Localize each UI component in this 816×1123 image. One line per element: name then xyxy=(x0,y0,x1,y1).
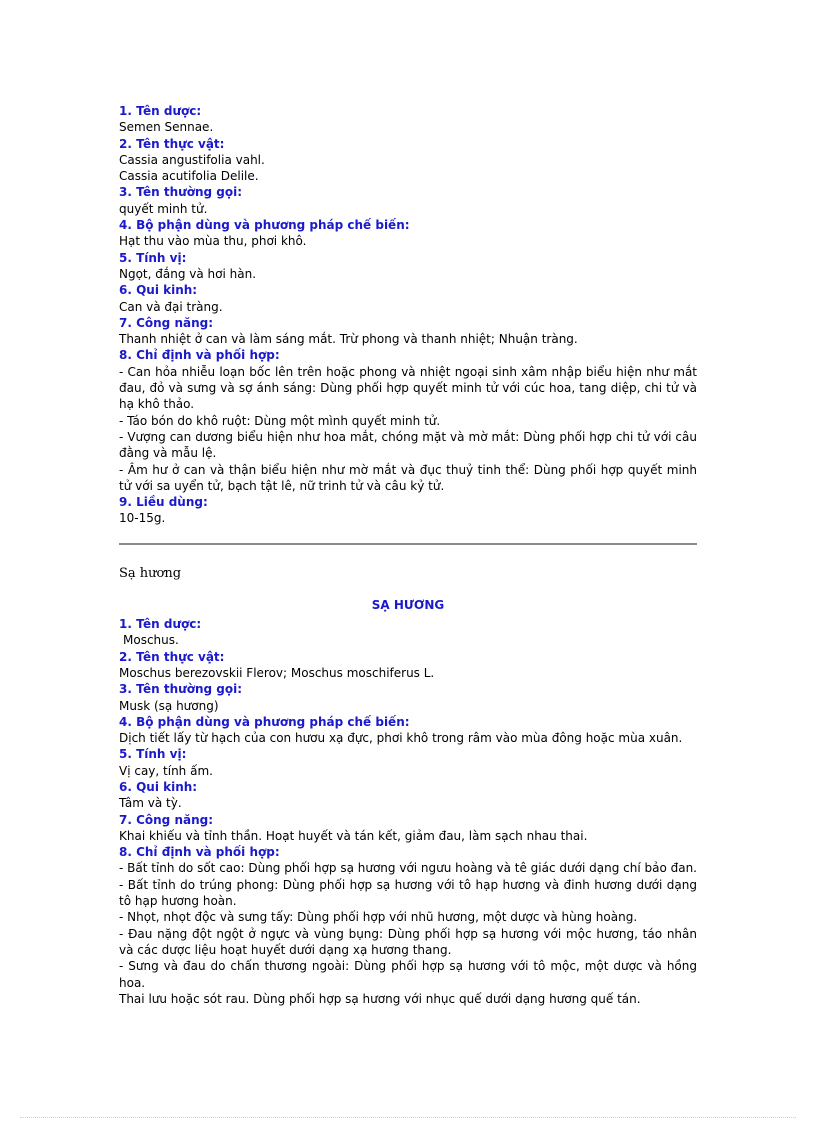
heading-cong-nang: 7. Công năng: xyxy=(119,315,214,330)
text-chi-dinh-5: - Sưng và đau do chấn thương ngoài: Dùng phối hợp sạ hương với tô mộc, một dược và hồng hoa. xyxy=(119,959,697,990)
text-qui-kinh: Can và đại tràng. xyxy=(119,299,223,314)
text-chi-dinh-1: - Can hỏa nhiễu loạn bốc lên trên hoặc phong và nhiệt ngoại sinh xâm nhập biểu hiện như mắt đau, đỏ và sưng và sợ ánh sáng: Dùng phối hợp quyết minh tử với cúc hoa, tang diệp, chi tử và hạ khô thảo. xyxy=(119,364,697,412)
heading-chi-dinh: 8. Chỉ định và phối hợp: xyxy=(119,348,280,363)
text-chi-dinh-1: - Bất tỉnh do sốt cao: Dùng phối hợp sạ hương với ngưu hoàng và tê giác dưới dạng chí bảo đan. xyxy=(119,861,697,876)
section-title: SẠ HƯƠNG xyxy=(371,597,445,612)
heading-ten-duoc: 1. Tên dược: xyxy=(119,617,202,632)
text-ten-duoc: Semen Sennae. xyxy=(119,120,214,135)
heading-ten-thuc-vat: 2. Tên thực vật: xyxy=(119,649,225,664)
text-tinh-vi: Ngọt, đắng và hơi hàn. xyxy=(119,266,257,281)
text-cong-nang: Thanh nhiệt ở can và làm sáng mắt. Trừ phong và thanh nhiệt; Nhuận tràng. xyxy=(119,332,578,347)
heading-bo-phan-dung: 4. Bộ phận dùng và phương pháp chế biến: xyxy=(119,714,410,729)
heading-cong-nang: 7. Công năng: xyxy=(119,812,214,827)
heading-lieu-dung: 9. Liều dùng: xyxy=(119,495,208,510)
text-ten-duoc: Moschus. xyxy=(123,633,179,648)
section-quyet-minh-tu xyxy=(119,103,697,527)
heading-ten-duoc: 1. Tên dược: xyxy=(119,104,202,118)
text-tinh-vi: Vị cay, tính ấm. xyxy=(119,763,213,778)
heading-ten-thuc-vat: 2. Tên thực vật: xyxy=(119,136,225,151)
text-ten-thuc-vat: Moschus berezovskii Flerov; Moschus moschiferus L. xyxy=(119,665,435,680)
document-body xyxy=(119,103,697,1007)
text-chi-dinh-2: - Bất tỉnh do trúng phong: Dùng phối hợp sạ hương với tô hạp hương và đinh hương dưới dạng tô hạp hương hoàn. xyxy=(119,877,697,909)
heading-ten-thuong-goi: 3. Tên thường gọi: xyxy=(119,185,243,200)
heading-qui-kinh: 6. Qui kinh: xyxy=(119,283,198,298)
heading-tinh-vi: 5. Tính vị: xyxy=(119,747,187,762)
text-chi-dinh-3: - Vượng can dương biểu hiện như hoa mắt, chóng mặt và mờ mắt: Dùng phối hợp chi tử với câu đằng và mẫu lệ. xyxy=(119,429,697,461)
plain-title: Sạ hương xyxy=(119,565,182,581)
text-ten-thuc-vat-1: Cassia angustifolia vahl. xyxy=(119,152,265,167)
heading-tinh-vi: 5. Tính vị: xyxy=(119,250,187,265)
text-chi-dinh-3: - Nhọt, nhọt độc và sưng tấy: Dùng phối hợp với nhũ hương, một dược và hùng hoàng. xyxy=(119,910,638,925)
text-qui-kinh: Tâm và tỳ. xyxy=(119,796,182,811)
heading-ten-thuong-goi: 3. Tên thường gọi: xyxy=(119,682,243,697)
horizontal-divider xyxy=(119,543,697,545)
text-cong-nang: Khai khiếu và tỉnh thần. Hoạt huyết và tán kết, giảm đau, làm sạch nhau thai. xyxy=(119,828,588,843)
section-sa-huong xyxy=(119,565,697,1007)
text-bo-phan-dung: Hạt thu vào mùa thu, phơi khô. xyxy=(119,234,307,249)
text-ten-thuong-goi: quyết minh tử. xyxy=(119,201,208,216)
text-lieu-dung: 10-15g. xyxy=(119,511,166,526)
text-chi-dinh-6: Thai lưu hoặc sót rau. Dùng phối hợp sạ hương với nhục quế dưới dạng hương quế tán. xyxy=(119,991,641,1006)
text-bo-phan-dung: Dịch tiết lấy từ hạch của con hươu xạ đực, phơi khô trong râm vào mùa đông hoặc mùa xuân. xyxy=(119,731,683,746)
heading-bo-phan-dung: 4. Bộ phận dùng và phương pháp chế biến: xyxy=(119,218,410,233)
heading-qui-kinh: 6. Qui kinh: xyxy=(119,779,198,794)
text-ten-thuong-goi: Musk (sạ hương) xyxy=(119,698,219,713)
text-chi-dinh-4: - Âm hư ở can và thận biểu hiện như mờ mắt và đục thuỷ tinh thể: Dùng phối hợp quyết minh tử với sa uyển tử, bạch tật lê, nữ trinh tử và câu kỷ tử. xyxy=(119,462,697,493)
text-chi-dinh-2: - Táo bón do khô ruột: Dùng một mình quyết minh tử. xyxy=(119,413,441,428)
heading-chi-dinh: 8. Chỉ định và phối hợp: xyxy=(119,845,280,860)
text-ten-thuc-vat-2: Cassia acutifolia Delile. xyxy=(119,169,259,184)
text-chi-dinh-4: - Đau nặng đột ngột ở ngực và vùng bụng: Dùng phối hợp sạ hương với mộc hương, táo nhân và các dược liệu hoạt huyết dưới dạng xạ hương thang. xyxy=(119,926,697,957)
page-bottom-dotted-line xyxy=(20,1117,796,1118)
